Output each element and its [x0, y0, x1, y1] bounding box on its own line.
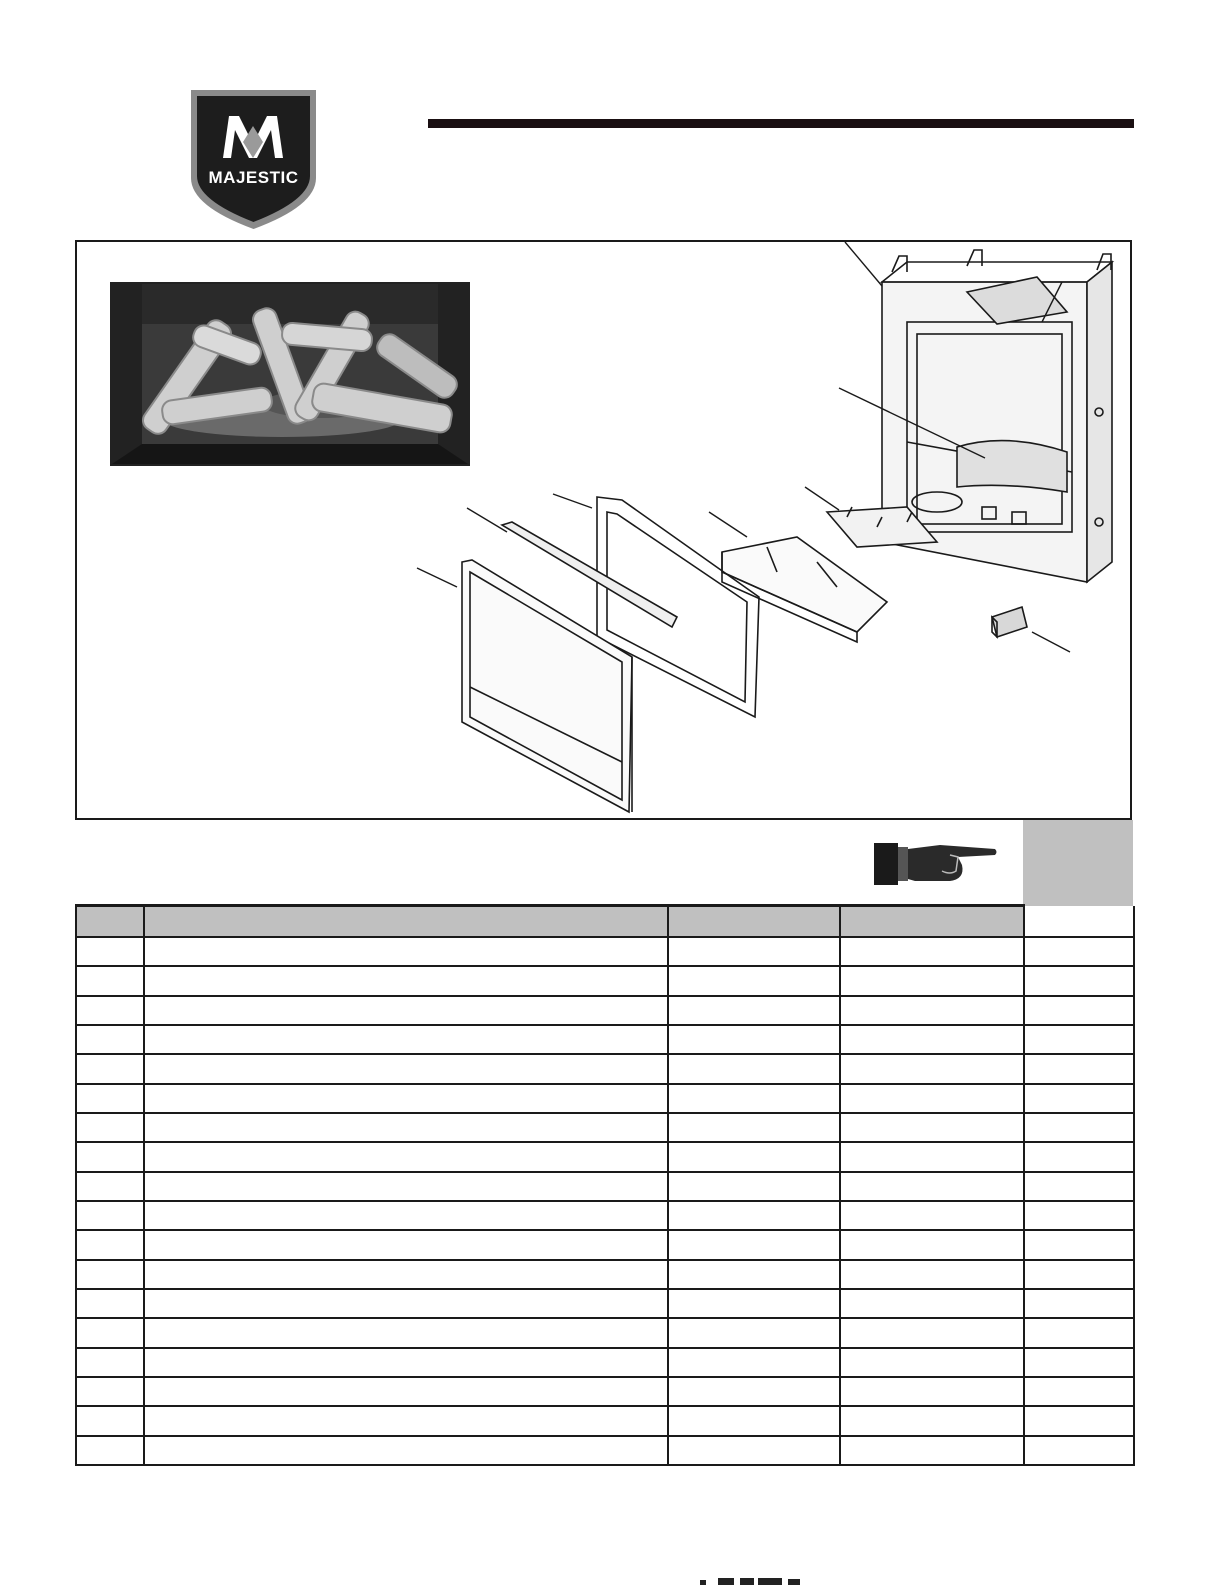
brand-name: MAJESTIC	[208, 168, 299, 187]
table-cell	[76, 1318, 144, 1347]
table-cell	[1024, 937, 1134, 966]
table-cell	[668, 1172, 840, 1201]
table-cell	[668, 1054, 840, 1083]
table-row	[76, 1377, 1134, 1406]
exploded-diagram-panel	[75, 240, 1132, 820]
table-cell	[668, 1230, 840, 1259]
table-cell	[76, 1172, 144, 1201]
table-cell	[76, 1406, 144, 1435]
table-cell	[668, 1436, 840, 1465]
parts-table-body	[76, 937, 1134, 1465]
table-cell	[840, 1054, 1024, 1083]
table-cell	[1024, 1348, 1134, 1377]
table-cell	[144, 1230, 668, 1259]
exploded-view-drawing	[77, 242, 1134, 822]
table-row	[76, 1113, 1134, 1142]
table-cell	[1024, 1142, 1134, 1171]
table-cell	[144, 1054, 668, 1083]
table-row	[76, 1348, 1134, 1377]
table-cell	[144, 1318, 668, 1347]
table-cell	[1024, 1436, 1134, 1465]
table-cell	[1024, 1084, 1134, 1113]
table-row	[76, 966, 1134, 995]
table-row	[76, 1436, 1134, 1465]
table-cell	[76, 937, 144, 966]
table-cell	[144, 1142, 668, 1171]
table-cell	[840, 1113, 1024, 1142]
header-cell	[1024, 906, 1134, 938]
table-cell	[144, 1172, 668, 1201]
table-cell	[76, 1436, 144, 1465]
table-cell	[840, 937, 1024, 966]
table-cell	[840, 1377, 1024, 1406]
table-cell	[1024, 1318, 1134, 1347]
table-cell	[144, 1025, 668, 1054]
table-row	[76, 1054, 1134, 1083]
majestic-logo	[187, 86, 320, 232]
table-cell	[668, 1289, 840, 1318]
table-cell	[76, 996, 144, 1025]
table-cell	[144, 1436, 668, 1465]
table-row	[76, 1318, 1134, 1347]
table-cell	[144, 1348, 668, 1377]
table-cell	[1024, 1406, 1134, 1435]
parts-table	[75, 904, 1135, 1466]
table-cell	[144, 1377, 668, 1406]
table-header-row	[76, 906, 1134, 938]
table-cell	[76, 966, 144, 995]
table-cell	[840, 1348, 1024, 1377]
table-cell	[668, 1377, 840, 1406]
table-cell	[76, 1025, 144, 1054]
table-cell	[840, 1084, 1024, 1113]
table-cell	[840, 1172, 1024, 1201]
table-cell	[668, 996, 840, 1025]
table-cell	[840, 1436, 1024, 1465]
table-cell	[76, 1348, 144, 1377]
table-cell	[1024, 1201, 1134, 1230]
table-cell	[840, 996, 1024, 1025]
table-cell	[144, 1201, 668, 1230]
table-cell	[668, 1406, 840, 1435]
table-cell	[144, 1406, 668, 1435]
table-cell	[840, 1201, 1024, 1230]
header-cell	[840, 906, 1024, 938]
table-cell	[840, 1142, 1024, 1171]
table-cell	[1024, 1377, 1134, 1406]
header-cell	[76, 906, 144, 938]
header-rule	[428, 119, 1134, 128]
table-cell	[840, 1318, 1024, 1347]
table-cell	[668, 1025, 840, 1054]
table-cell	[76, 1377, 144, 1406]
table-cell	[668, 1318, 840, 1347]
header-cell	[668, 906, 840, 938]
table-cell	[76, 1260, 144, 1289]
table-cell	[840, 1406, 1024, 1435]
table-cell	[1024, 1025, 1134, 1054]
table-cell	[76, 1289, 144, 1318]
table-cell	[144, 1260, 668, 1289]
table-cell	[1024, 1113, 1134, 1142]
table-cell	[668, 1084, 840, 1113]
table-cell	[840, 1289, 1024, 1318]
table-cell	[668, 1260, 840, 1289]
table-cell	[668, 1113, 840, 1142]
table-cell	[840, 1230, 1024, 1259]
table-cell	[1024, 966, 1134, 995]
table-cell	[144, 1289, 668, 1318]
table-cell	[76, 1113, 144, 1142]
pointing-hand-icon	[870, 835, 1000, 895]
table-cell	[76, 1054, 144, 1083]
table-cell	[1024, 1260, 1134, 1289]
table-row	[76, 996, 1134, 1025]
table-cell	[76, 1142, 144, 1171]
table-cell	[1024, 1289, 1134, 1318]
table-row	[76, 1201, 1134, 1230]
table-cell	[76, 1201, 144, 1230]
table-row	[76, 937, 1134, 966]
table-cell	[144, 966, 668, 995]
table-row	[76, 1084, 1134, 1113]
table-row	[76, 1025, 1134, 1054]
table-cell	[144, 996, 668, 1025]
table-cell	[1024, 1054, 1134, 1083]
header-cell	[144, 906, 668, 938]
table-row	[76, 1142, 1134, 1171]
table-cell	[144, 1113, 668, 1142]
table-cell	[668, 1142, 840, 1171]
table-cell	[668, 1348, 840, 1377]
table-cell	[1024, 996, 1134, 1025]
table-row	[76, 1289, 1134, 1318]
table-cell	[840, 1260, 1024, 1289]
table-cell	[1024, 1172, 1134, 1201]
table-row	[76, 1230, 1134, 1259]
table-row	[76, 1172, 1134, 1201]
table-cell	[76, 1084, 144, 1113]
table-cell	[144, 1084, 668, 1113]
table-cell	[668, 937, 840, 966]
table-cell	[668, 966, 840, 995]
table-cell	[144, 937, 668, 966]
table-cell	[76, 1230, 144, 1259]
table-cell	[840, 1025, 1024, 1054]
table-cell	[840, 966, 1024, 995]
table-row	[76, 1260, 1134, 1289]
table-row	[76, 1406, 1134, 1435]
table-cell	[1024, 1230, 1134, 1259]
table-cell	[668, 1201, 840, 1230]
page-edge-fragment	[700, 1578, 820, 1585]
receiver-box-drawing	[992, 607, 1027, 637]
